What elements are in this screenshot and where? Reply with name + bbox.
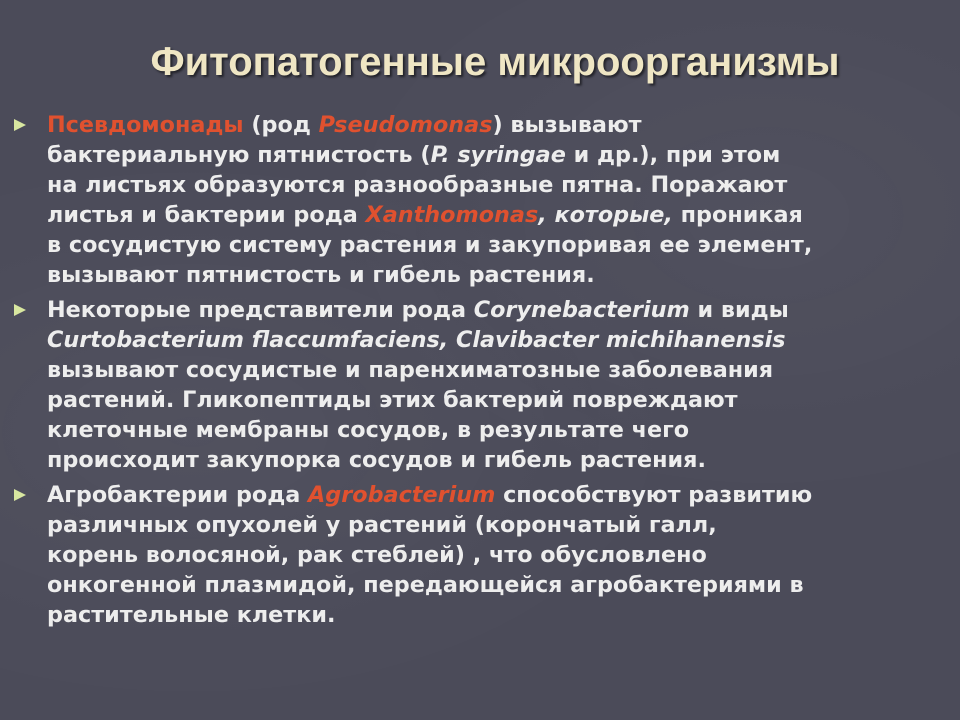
text-line: корень волосяной, рак стеблей) , что обусловлено xyxy=(47,542,707,568)
text-line xyxy=(47,110,944,140)
text-fragment: , которые, xyxy=(538,202,673,228)
triangle-right-icon xyxy=(14,489,26,501)
text-fragment: способствуют развитию xyxy=(495,482,813,508)
text-fragment: (род xyxy=(243,112,319,138)
highlight-term: Agrobacterium xyxy=(308,482,496,508)
bullet-item-agrobacterium xyxy=(14,480,944,630)
text-line: растений. Гликопептиды этих бактерий повреждают xyxy=(47,387,738,413)
bullet-list xyxy=(14,110,944,635)
text-line: на листьях образуются разнообразные пятна. Поражают xyxy=(47,172,788,198)
text-fragment: Некоторые представители рода xyxy=(47,297,474,323)
bullet-item-corynebacterium xyxy=(14,295,944,475)
triangle-right-icon xyxy=(14,304,26,316)
text-fragment: ) вызывают xyxy=(492,112,642,138)
text-fragment: Агробактерии рода xyxy=(47,482,309,508)
text-fragment: и виды xyxy=(689,297,789,323)
species-name: Corynebacterium xyxy=(473,297,690,323)
text-line: различных опухолей у растений (корончатый галл, xyxy=(47,512,717,538)
highlight-term: Pseudomonas xyxy=(318,112,493,138)
text-line: в сосудистую систему растения и закупоривая ее элемент, xyxy=(47,232,813,258)
triangle-right-icon xyxy=(14,119,26,131)
text-line xyxy=(47,200,944,230)
text-line xyxy=(47,295,944,325)
slide-title: Фитопатогенные микроорганизмы xyxy=(150,40,840,84)
text-line: растительные клетки. xyxy=(47,602,336,628)
text-fragment: и др.), при этом xyxy=(565,142,781,168)
text-fragment: бактериальную пятнистость ( xyxy=(47,142,431,168)
text-line: клеточные мембраны сосудов, в результате чего xyxy=(47,417,690,443)
text-fragment: листья и бактерии рода xyxy=(47,202,366,228)
text-line: происходит закупорка сосудов и гибель растения. xyxy=(47,447,706,473)
text-line: вызывают пятнистость и гибель растения. xyxy=(47,262,595,288)
species-name: P. syringae xyxy=(430,142,566,168)
bullet-item-pseudomonas xyxy=(14,110,944,290)
species-name: Curtobacterium flaccumfaciens, Clavibacter michihanensis xyxy=(47,327,786,353)
text-line: вызывают сосудистые и паренхиматозные заболевания xyxy=(47,357,774,383)
text-line xyxy=(47,480,944,510)
text-fragment: проникая xyxy=(672,202,803,228)
highlight-term: Псевдомонады xyxy=(47,112,244,138)
highlight-term: Xanthomonas xyxy=(365,202,539,228)
text-line xyxy=(47,140,944,170)
text-line: онкогенной плазмидой, передающейся агробактериями в xyxy=(47,572,804,598)
